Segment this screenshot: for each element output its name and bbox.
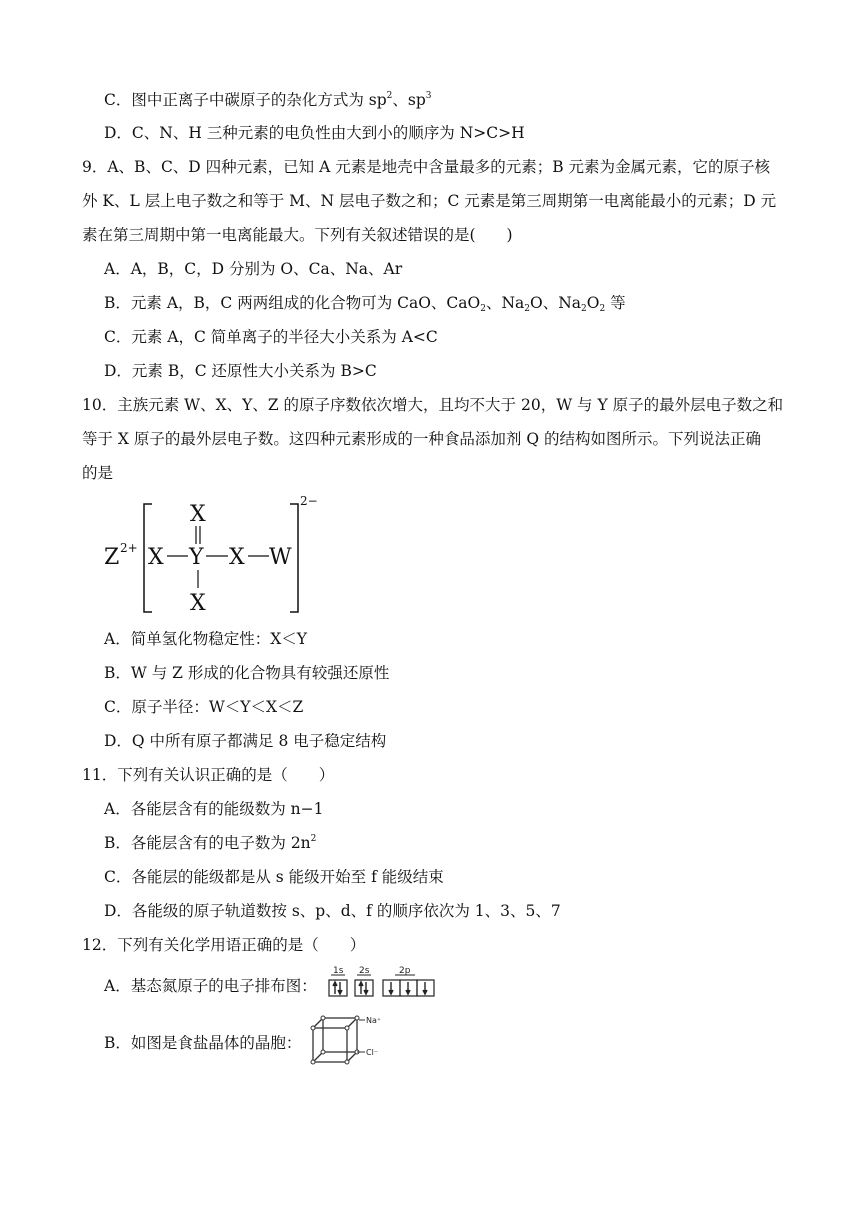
- q9-stem-line3: 素在第三周期中第一电离能最大。下列有关叙述错误的是( ): [82, 226, 513, 244]
- cation-symbol: Z: [104, 545, 120, 570]
- q12-option-b: B．如图是食盐晶体的晶胞：: [104, 1034, 302, 1052]
- q11-option-c: C．各能层的能级都是从 s 能级开始至 f 能级结束: [104, 868, 444, 886]
- q10-option-c: C．原子半径：W＜Y＜X＜Z: [104, 698, 304, 716]
- q8-option-d: D．C、N、H 三种元素的电负性由大到小的顺序为 N>C>H: [104, 124, 525, 142]
- q9-stem-line2: 外 K、L 层上电子数之和等于 M、N 层电子数之和；C 元素是第三周期第一电离能最小的元素；D 元: [82, 192, 777, 210]
- q9-option-b: B．元素 A，B，C 两两组成的化合物可为 CaO、CaO$_2$、$Na_2O$、$Na_2O_2$ 等: [104, 294, 626, 314]
- orbital-box-2s: [355, 980, 373, 996]
- q10-stem-line1: 10．主族元素 W、X、Y、Z 的原子序数依次增大，且均不大于 20，W 与 Y 原子的最外层电子数之和: [82, 396, 784, 414]
- q10-option-a: A．简单氢化物稳定性：X＜Y: [104, 630, 307, 648]
- q9-option-d: D．元素 B，C 还原性大小关系为 B>C: [104, 362, 377, 380]
- q9-option-a: A．A，B，C，D 分别为 O、Ca、Na、Ar: [104, 260, 403, 278]
- left-x: X: [148, 545, 164, 570]
- q10-stem-line2: 等于 X 原子的最外层电子数。这四种元素形成的一种食品添加剂 Q 的结构如图所示。下列说法正确: [82, 430, 761, 448]
- orbital-label-2s: 2s: [359, 966, 370, 976]
- q12-option-a: A．基态氮原子的电子排布图：: [104, 977, 317, 995]
- orbital-label-2p: 2p: [399, 966, 411, 976]
- orbital-box-1s: [329, 980, 347, 996]
- cl-label: Cl⁻: [366, 1048, 379, 1057]
- na-label: Na⁺: [366, 1016, 382, 1025]
- nacl-unit-cell-figure: [305, 1012, 395, 1070]
- orbital-label-1s: 1s: [333, 966, 344, 976]
- bottom-x: X: [190, 591, 206, 616]
- cation-charge: 2+: [120, 541, 138, 555]
- center-y: Y: [189, 545, 204, 570]
- q11-option-a: A．各能层含有的能级数为 n−1: [104, 800, 324, 818]
- q10-option-b: B．W 与 Z 形成的化合物具有较强还原性: [104, 664, 390, 682]
- q9-option-c: C．元素 A，C 简单离子的半径大小关系为 A<C: [104, 328, 438, 346]
- q10-stem-line3: 的是: [82, 464, 114, 482]
- q12-stem: 12．下列有关化学用语正确的是（ ）: [82, 936, 366, 954]
- right-w: W: [269, 545, 292, 570]
- q10-structure-figure: [100, 492, 330, 622]
- q11-stem: 11．下列有关认识正确的是（ ）: [82, 766, 335, 784]
- q9-stem-line1: 9．A、B、C、D 四种元素，已知 A 元素是地壳中含量最多的元素；B 元素为金属元素，它的原子核: [82, 158, 771, 176]
- q10-option-d: D．Q 中所有原子都满足 8 电子稳定结构: [104, 732, 387, 750]
- q11-option-d: D．各能级的原子轨道数按 s、p、d、f 的顺序依次为 1、3、5、7: [104, 902, 561, 920]
- top-x: X: [190, 502, 206, 527]
- orbital-diagram: [325, 964, 440, 1000]
- right-x: X: [229, 545, 245, 570]
- q11-option-b: B．各能层含有的电子数为 $2n^2$: [104, 834, 317, 852]
- anion-charge: 2−: [300, 494, 318, 508]
- q8-option-c: C．图中正离子中碳原子的杂化方式为 $sp^2$、$sp^3$: [104, 91, 432, 109]
